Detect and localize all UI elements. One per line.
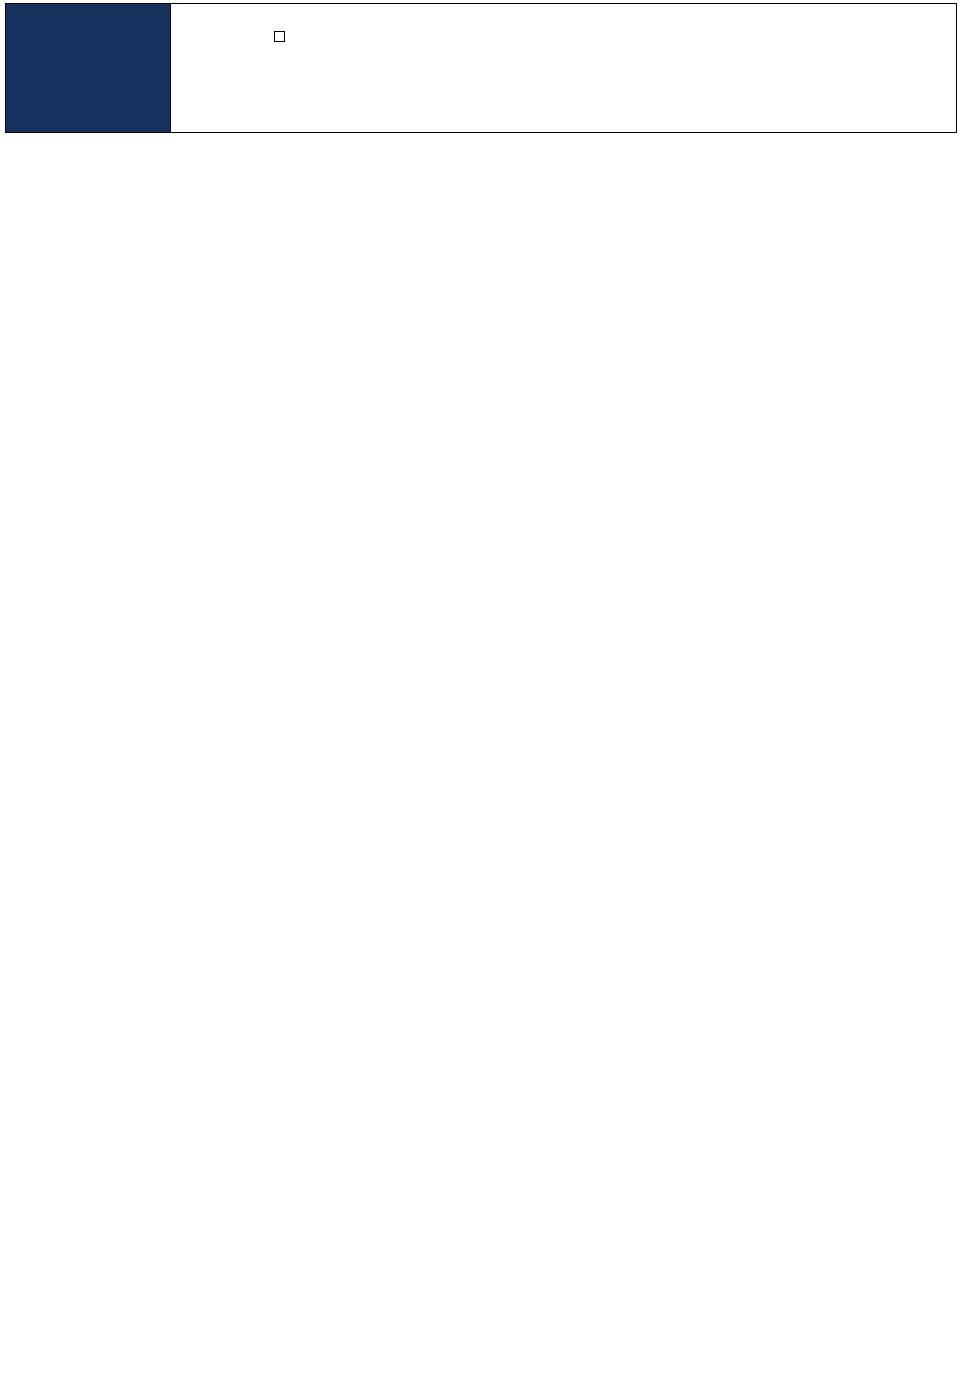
type-header-cell: [6, 4, 170, 132]
element-label-cell: [262, 26, 285, 46]
checkbox-icon[interactable]: [274, 31, 285, 42]
divider: [170, 4, 171, 132]
